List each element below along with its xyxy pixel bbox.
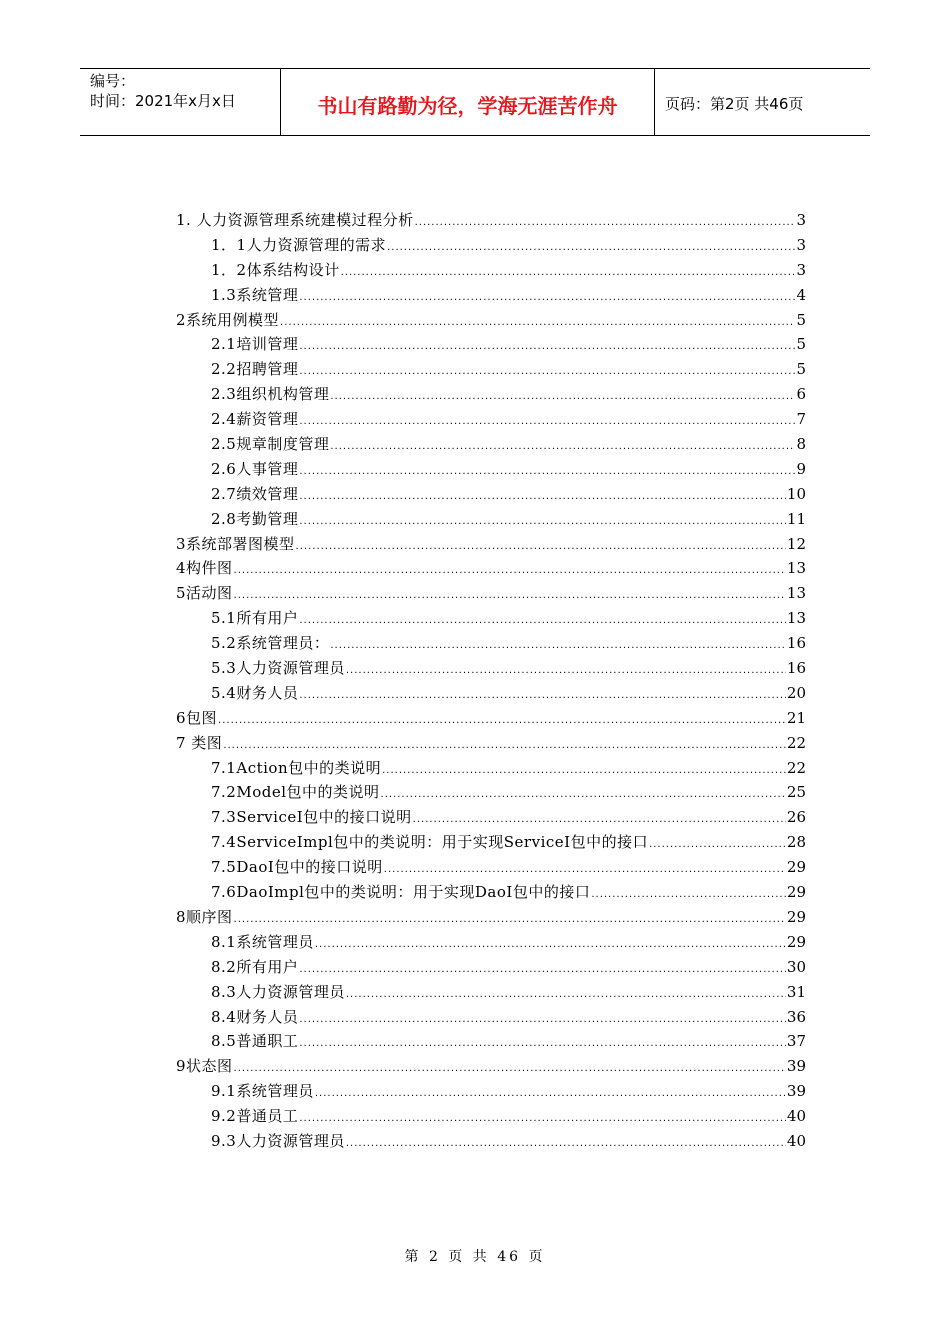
toc-entry-label: 2.5规章制度管理 xyxy=(211,435,330,454)
toc-entry-page: 36 xyxy=(786,1007,806,1026)
toc-entry[interactable] xyxy=(176,780,806,805)
toc-entry-label: 9.2普通员工 xyxy=(211,1107,299,1126)
toc-dot-leader xyxy=(296,535,786,560)
toc-entry-page: 5 xyxy=(796,360,806,379)
toc-dot-leader xyxy=(415,211,796,236)
toc-dot-leader xyxy=(299,1107,786,1132)
toc-entry-page: 29 xyxy=(786,858,806,877)
toc-entry-label: 8.2所有用户 xyxy=(211,957,299,976)
toc-entry-label: 9.3人力资源管理员 xyxy=(211,1131,345,1150)
toc-entry[interactable] xyxy=(176,1005,806,1030)
toc-entry-label: 7.2Model包中的类说明 xyxy=(211,783,380,802)
toc-entry-page: 7 xyxy=(796,410,806,429)
toc-entry[interactable] xyxy=(176,706,806,731)
toc-entry[interactable] xyxy=(176,631,806,656)
toc-dot-leader xyxy=(330,435,795,460)
table-of-contents xyxy=(176,208,806,1154)
toc-entry-page: 4 xyxy=(796,285,806,304)
toc-entry[interactable] xyxy=(176,980,806,1005)
toc-entry-label: 7 类图 xyxy=(176,733,223,752)
toc-entry-label: 7.6DaoImpl包中的类说明：用于实现DaoI包中的接口 xyxy=(211,883,591,902)
toc-entry-label: 2.2招聘管理 xyxy=(211,360,299,379)
toc-dot-leader xyxy=(382,759,786,784)
toc-entry[interactable] xyxy=(176,482,806,507)
toc-dot-leader xyxy=(218,709,786,734)
toc-entry[interactable] xyxy=(176,805,806,830)
toc-entry-page: 13 xyxy=(786,584,806,603)
toc-entry-page: 5 xyxy=(796,335,806,354)
page-header xyxy=(80,68,870,136)
toc-entry[interactable] xyxy=(176,830,806,855)
toc-entry-page: 22 xyxy=(786,733,806,752)
toc-dot-leader xyxy=(299,485,786,510)
toc-entry-label: 2系统用例模型 xyxy=(176,310,280,329)
toc-entry-label: 7.4ServiceImpl包中的类说明：用于实现ServiceI包中的接口 xyxy=(211,833,649,852)
toc-entry[interactable] xyxy=(176,756,806,781)
toc-entry-label: 5.2系统管理员： xyxy=(211,634,330,653)
toc-entry-label: 9.1系统管理员 xyxy=(211,1082,314,1101)
toc-dot-leader xyxy=(315,1082,786,1107)
header-meta-cell xyxy=(80,69,281,135)
toc-entry-page: 26 xyxy=(786,808,806,827)
toc-entry-page: 3 xyxy=(796,235,806,254)
toc-entry-page: 31 xyxy=(786,982,806,1001)
toc-entry[interactable] xyxy=(176,606,806,631)
toc-dot-leader xyxy=(299,335,795,360)
toc-entry-label: 7.5DaoI包中的接口说明 xyxy=(211,858,383,877)
toc-entry-label: 2.7绩效管理 xyxy=(211,484,299,503)
toc-dot-leader xyxy=(299,1008,786,1033)
toc-entry-label: 6包图 xyxy=(176,708,218,727)
toc-entry-label: 7.1Action包中的类说明 xyxy=(211,758,382,777)
toc-dot-leader xyxy=(381,783,786,808)
toc-dot-leader xyxy=(234,559,786,584)
toc-entry[interactable] xyxy=(176,905,806,930)
toc-entry-label: 5活动图 xyxy=(176,584,233,603)
toc-dot-leader xyxy=(387,236,795,261)
toc-entry-label: 8.4财务人员 xyxy=(211,1007,299,1026)
document-time-label: 时间：2021年x月x日 xyxy=(90,92,236,110)
toc-entry[interactable] xyxy=(176,283,806,308)
toc-entry[interactable] xyxy=(176,532,806,557)
toc-entry[interactable] xyxy=(176,1079,806,1104)
toc-entry-label: 2.4薪资管理 xyxy=(211,410,299,429)
toc-entry-page: 20 xyxy=(786,683,806,702)
toc-dot-leader xyxy=(299,460,795,485)
toc-entry-page: 39 xyxy=(786,1082,806,1101)
toc-entry[interactable] xyxy=(176,656,806,681)
document-number-label: 编号： xyxy=(90,72,136,90)
header-page-info: 页码：第2页 共46页 xyxy=(665,94,804,113)
toc-entry-label: 4构件图 xyxy=(176,559,233,578)
toc-entry-page: 40 xyxy=(786,1131,806,1150)
toc-entry[interactable] xyxy=(176,308,806,333)
toc-entry-label: 1. 人力资源管理系统建模过程分析 xyxy=(176,211,414,229)
toc-entry-page: 16 xyxy=(786,634,806,653)
toc-dot-leader xyxy=(299,510,786,535)
toc-dot-leader xyxy=(591,883,786,908)
toc-entry[interactable] xyxy=(176,457,806,482)
toc-entry-page: 3 xyxy=(796,211,806,229)
toc-dot-leader xyxy=(330,634,786,659)
toc-dot-leader xyxy=(234,1057,786,1082)
toc-entry[interactable] xyxy=(176,432,806,457)
toc-entry-page: 3 xyxy=(796,260,806,279)
toc-entry-page: 21 xyxy=(786,708,806,727)
toc-entry-label: 5.4财务人员 xyxy=(211,683,299,702)
toc-entry[interactable] xyxy=(176,681,806,706)
toc-entry-label: 7.3ServiceI包中的接口说明 xyxy=(211,808,412,827)
toc-entry[interactable] xyxy=(176,382,806,407)
toc-entry[interactable] xyxy=(176,955,806,980)
toc-entry[interactable] xyxy=(176,581,806,606)
toc-entry[interactable] xyxy=(176,1104,806,1129)
toc-entry[interactable] xyxy=(176,1029,806,1054)
toc-entry[interactable] xyxy=(176,332,806,357)
header-motto: 书山有路勤为径，学海无涯苦作舟 xyxy=(317,93,618,118)
toc-entry[interactable] xyxy=(176,407,806,432)
toc-entry[interactable] xyxy=(176,258,806,283)
toc-entry-page: 10 xyxy=(786,484,806,503)
toc-entry[interactable] xyxy=(176,233,806,258)
toc-entry-label: 1.3系统管理 xyxy=(211,285,299,304)
toc-entry-label: 3系统部署图模型 xyxy=(176,534,295,553)
toc-dot-leader xyxy=(299,1032,786,1057)
header-motto-cell xyxy=(281,69,655,135)
toc-dot-leader xyxy=(299,410,795,435)
header-page-cell xyxy=(655,69,870,135)
toc-dot-leader xyxy=(299,609,786,634)
toc-dot-leader xyxy=(299,360,795,385)
toc-entry-page: 16 xyxy=(786,659,806,678)
toc-entry[interactable] xyxy=(176,357,806,382)
toc-entry-page: 30 xyxy=(786,957,806,976)
toc-dot-leader xyxy=(330,385,795,410)
toc-entry-page: 29 xyxy=(786,907,806,926)
toc-entry-page: 6 xyxy=(796,385,806,404)
toc-dot-leader xyxy=(234,584,786,609)
toc-entry[interactable] xyxy=(176,731,806,756)
toc-entry-label: 9状态图 xyxy=(176,1057,233,1076)
toc-dot-leader xyxy=(234,908,786,933)
toc-entry-label: 8.3人力资源管理员 xyxy=(211,982,345,1001)
toc-dot-leader xyxy=(315,933,786,958)
page-footer: 第 2 页 共 46 页 xyxy=(404,1249,546,1265)
toc-entry-page: 9 xyxy=(796,459,806,478)
toc-entry-label: 2.8考勤管理 xyxy=(211,509,299,528)
toc-entry-page: 11 xyxy=(786,509,806,528)
toc-entry-page: 12 xyxy=(786,534,806,553)
toc-entry-page: 13 xyxy=(786,609,806,628)
toc-entry-page: 29 xyxy=(786,932,806,951)
toc-entry-page: 28 xyxy=(786,833,806,852)
toc-dot-leader xyxy=(341,261,796,286)
toc-entry[interactable] xyxy=(176,855,806,880)
toc-entry[interactable] xyxy=(176,880,806,905)
toc-entry-label: 5.3人力资源管理员 xyxy=(211,659,345,678)
toc-dot-leader xyxy=(346,659,786,684)
toc-entry-label: 8.1系统管理员 xyxy=(211,932,314,951)
toc-dot-leader xyxy=(280,311,795,336)
toc-entry[interactable] xyxy=(176,1129,806,1154)
toc-dot-leader xyxy=(299,684,786,709)
toc-dot-leader xyxy=(346,1132,786,1157)
toc-entry-label: 2.1培训管理 xyxy=(211,335,299,354)
toc-entry-page: 5 xyxy=(796,310,806,329)
toc-entry-label: 8顺序图 xyxy=(176,907,233,926)
toc-entry-page: 25 xyxy=(786,783,806,802)
toc-entry-label: 8.5普通职工 xyxy=(211,1032,299,1051)
toc-entry[interactable] xyxy=(176,556,806,581)
toc-entry-label: 2.6人事管理 xyxy=(211,459,299,478)
toc-entry-page: 22 xyxy=(786,758,806,777)
toc-dot-leader xyxy=(649,833,786,858)
toc-entry-page: 8 xyxy=(796,435,806,454)
toc-entry-label: 1．2体系结构设计 xyxy=(211,260,340,279)
toc-entry-page: 29 xyxy=(786,883,806,902)
toc-entry[interactable] xyxy=(176,930,806,955)
toc-dot-leader xyxy=(299,286,795,311)
toc-dot-leader xyxy=(346,983,786,1008)
toc-entry[interactable] xyxy=(176,208,806,233)
toc-entry-page: 40 xyxy=(786,1107,806,1126)
toc-entry-page: 39 xyxy=(786,1057,806,1076)
toc-entry[interactable] xyxy=(176,1054,806,1079)
toc-entry-label: 1．1人力资源管理的需求 xyxy=(211,235,387,254)
toc-entry-label: 5.1所有用户 xyxy=(211,609,299,628)
toc-entry-page: 37 xyxy=(786,1032,806,1051)
toc-entry-label: 2.3组织机构管理 xyxy=(211,385,330,404)
toc-entry-page: 13 xyxy=(786,559,806,578)
toc-dot-leader xyxy=(299,958,786,983)
toc-entry[interactable] xyxy=(176,507,806,532)
